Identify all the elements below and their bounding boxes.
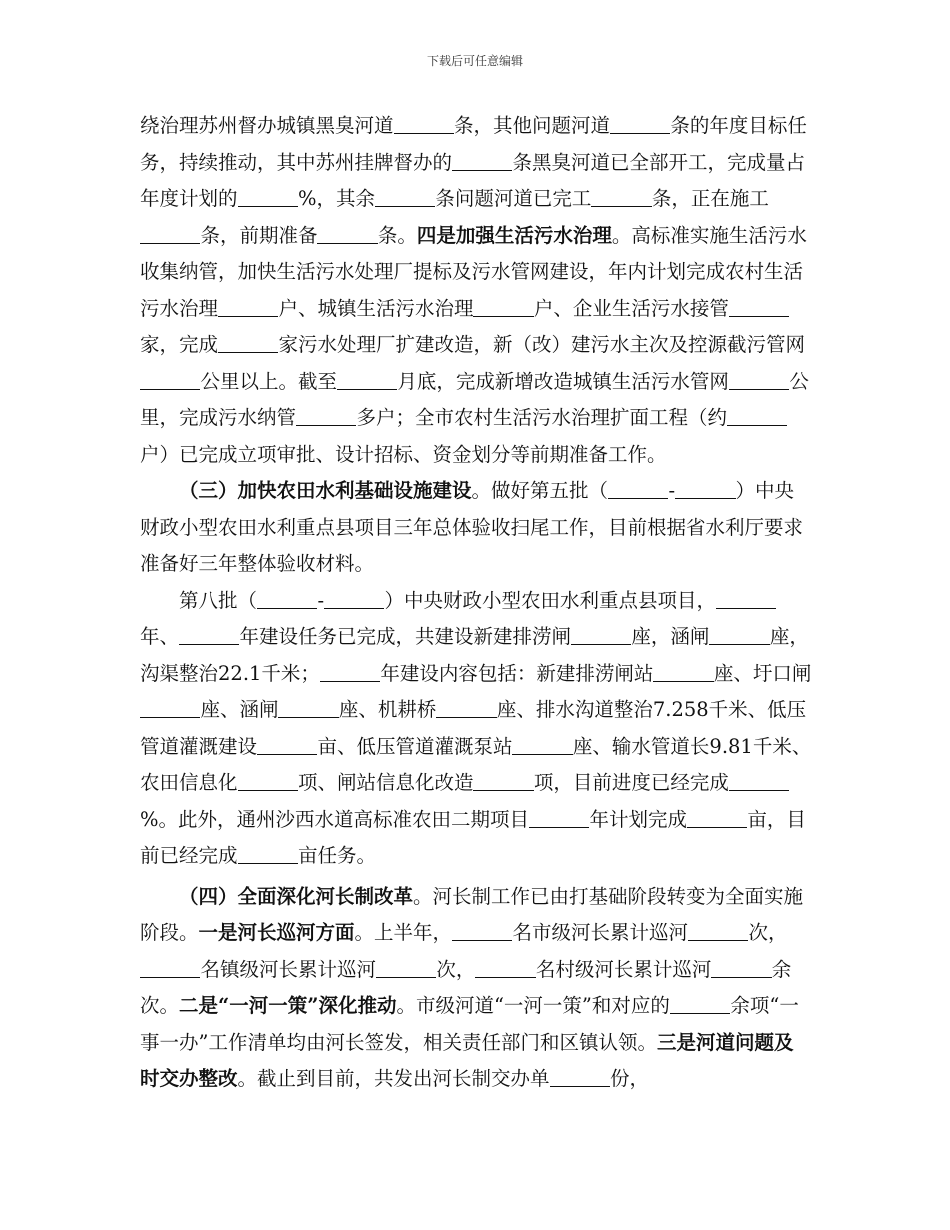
document-body (140, 108, 812, 1098)
blank-field (296, 406, 356, 427)
blank-field (257, 734, 317, 755)
blank-field (729, 369, 789, 390)
blank-field (324, 588, 384, 609)
blank-field (716, 588, 776, 609)
blank-field (711, 957, 771, 978)
blank-field (140, 698, 200, 719)
blank-field (238, 187, 298, 208)
blank-field (709, 625, 769, 646)
blank-field (473, 296, 533, 317)
blank-field (688, 921, 748, 942)
blank-field (512, 734, 572, 755)
paragraph-farmland: （三）加快农田水利基础设施建设。做好第五批（ - ）中央财政小型农田水利重点县项目三年总体验收扫尾工作，目前根据省水利厅要求准备好三年整体验收材料。 (140, 479, 804, 575)
paragraph-river-chief: （四）全面深化河长制改革。河长制工作已由打基础阶段转变为全面实施阶段。一是河长巡河方面。上半年， 名市级河长累计巡河 次，名镇级河长累计巡河 次， 名村级河长累计巡河 余次。二是“一河一策”深化推动。市级河道“一河一策”和对应的 余项“一事一办”工作清单均由河长签发，相关责任部门和区镇认领。三是河道问题及时交办整改。截止到目前，共发出河长制交办单 份， (140, 884, 804, 1090)
blank-field (238, 844, 298, 865)
blank-field (179, 625, 239, 646)
page-header: 下载后可任意编辑 (426, 54, 523, 68)
blank-field (140, 223, 200, 244)
blank-field (729, 771, 789, 792)
blank-field (591, 187, 651, 208)
blank-field (729, 296, 789, 317)
blank-field (320, 661, 380, 682)
bold-heading: 一是河长巡河方面 (198, 921, 355, 944)
blank-field (475, 957, 535, 978)
blank-field (218, 296, 278, 317)
blank-field (376, 957, 436, 978)
blank-field (257, 588, 317, 609)
blank-field (608, 479, 668, 500)
blank-field (571, 625, 631, 646)
blank-field (452, 921, 512, 942)
blank-field (140, 369, 200, 390)
paragraph-sewage: 绕治理苏州督办城镇黑臭河道 条，其他问题河道 条的年度目标任务，持续推动，其中苏州挂牌督办的 条黑臭河道已全部开工，完成量占年度计划的 %，其余 条问题河道已完工 条，正在施工条，前期准备 条。四是加强生活污水治理。高标准实施生活污水收集纳管，加快生活污水处理厂提标及污水管网建设，年内计划完成农村生活污水治理 户、城镇生活污水治理 户、企业生活污水接管家，完成 家污水处理厂扩建改造，新（改）建污水主次及控源截污管网公里以上。截至 月底，完成新增改造城镇生活污水管网 公里，完成污水纳管 多户；全市农村生活污水治理扩面工程（约户）已完成立项审批、设计招标、资金划分等前期准备工作。 (140, 114, 809, 466)
blank-field (610, 114, 670, 135)
blank-field (452, 150, 512, 171)
bold-heading: 二是“一河一策”深化推动 (179, 994, 397, 1017)
blank-field (670, 994, 730, 1015)
blank-field (687, 807, 747, 828)
blank-field (727, 406, 787, 427)
section-heading-four: （四）全面深化河长制改革 (179, 884, 414, 908)
paragraph-eighth-batch: 第八批（ - ）中央财政小型农田水利重点县项目，年、 年建设任务已完成，共建设新建排涝闸 座，涵闸 座，沟渠整治22.1千米； 年建设内容包括：新建排涝闸站 座、圩口闸座、涵闸 座、机耕桥 座、排水沟道整治7.258千米、低压管道灌溉建设 亩、低压管道灌溉泵站 座、输水管道长9.81千米、农田信息化 项、闸站信息化改造 项，目前进度已经完成%。此外，通州沙西水道高标准农田二期项目 年计划完成 亩，目前已经完成 亩任务。 (140, 588, 812, 867)
blank-field (238, 771, 298, 792)
blank-field (140, 957, 200, 978)
blank-field (375, 187, 435, 208)
blank-field (394, 114, 454, 135)
section-heading-three: （三）加快农田水利基础设施建设 (179, 479, 472, 502)
blank-field (278, 698, 338, 719)
blank-field (653, 661, 713, 682)
blank-field (675, 479, 735, 500)
blank-field (436, 698, 496, 719)
blank-field (529, 807, 589, 828)
blank-field (550, 1067, 610, 1088)
blank-field (337, 369, 397, 390)
blank-field (317, 223, 377, 244)
blank-field (473, 771, 533, 792)
blank-field (218, 333, 278, 354)
bold-heading: 三是河道问题及时交办整改 (140, 1030, 794, 1090)
bold-heading: 四是加强生活污水治理 (416, 223, 612, 247)
